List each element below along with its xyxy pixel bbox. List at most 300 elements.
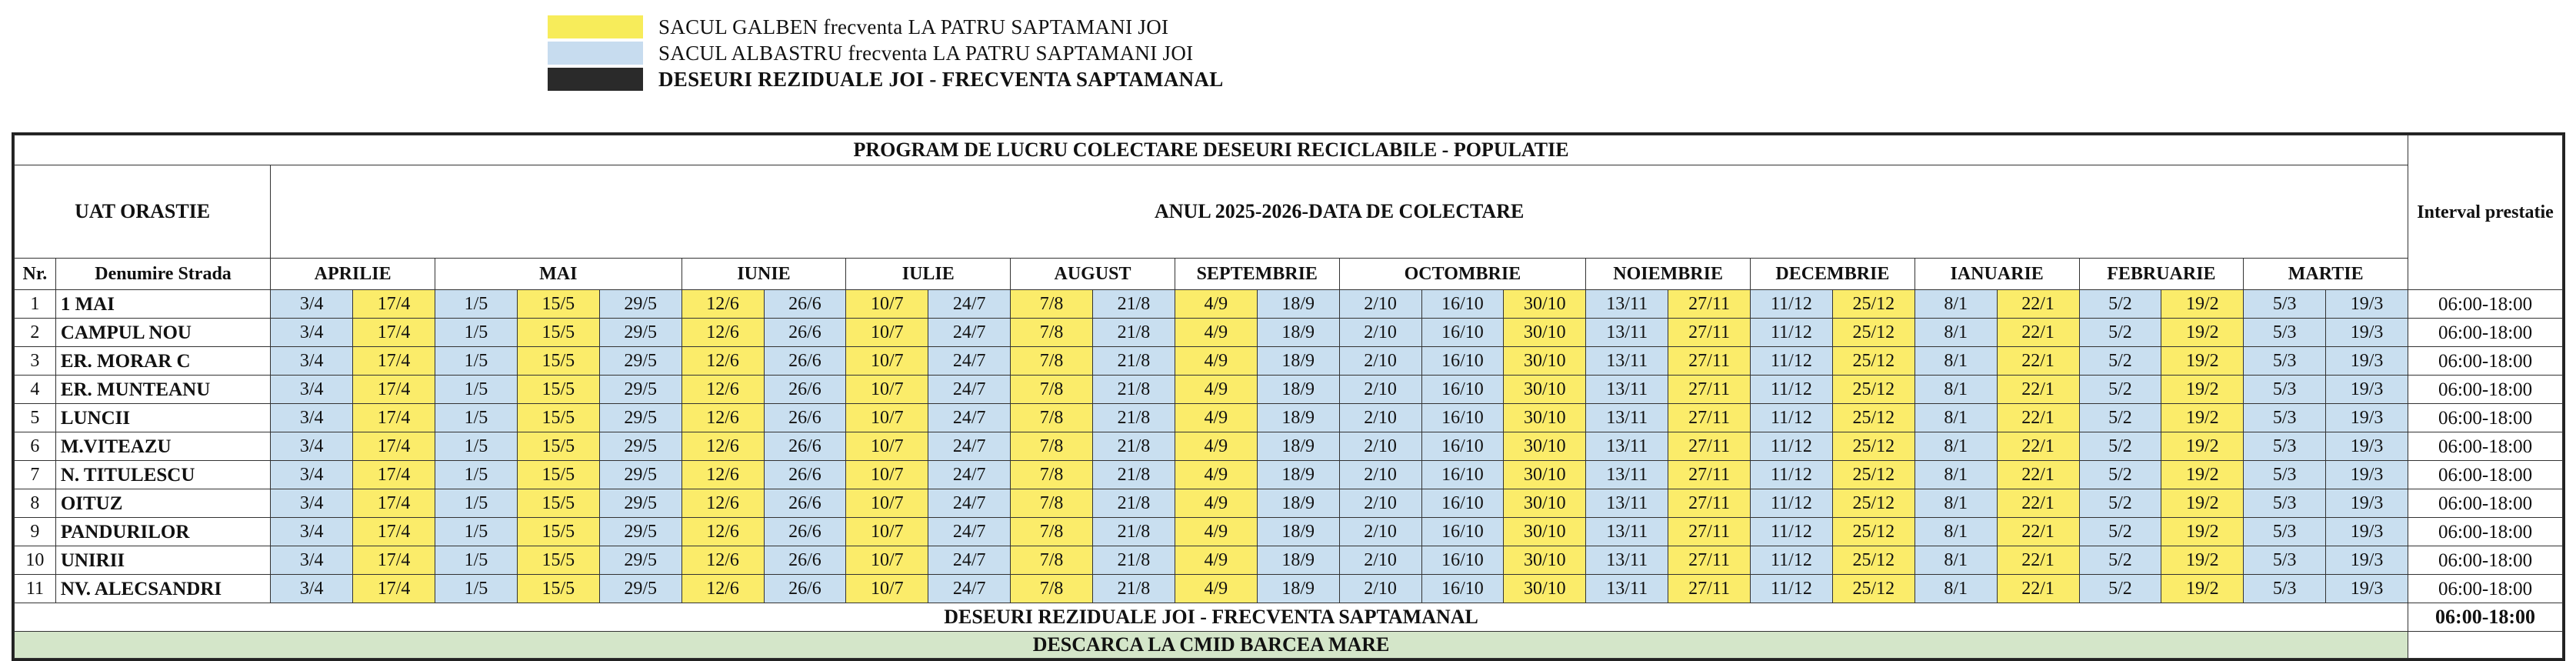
date-cell: 4/9	[1175, 432, 1257, 461]
row-interval: 06:00-18:00	[2408, 347, 2563, 376]
date-cell: 13/11	[1586, 518, 1668, 546]
nr-header: Nr.	[15, 259, 56, 290]
row-interval: 06:00-18:00	[2408, 319, 2563, 347]
date-cell: 26/6	[764, 489, 846, 518]
table-row	[15, 575, 2563, 603]
month-header: NOIEMBRIE	[1586, 259, 1751, 290]
date-cell: 27/11	[1668, 575, 1751, 603]
date-cell: 8/1	[1915, 546, 1997, 575]
date-cell: 3/4	[271, 404, 353, 432]
date-cell: 30/10	[1504, 404, 1586, 432]
date-cell: 18/9	[1257, 575, 1339, 603]
date-cell: 5/3	[2244, 376, 2326, 404]
row-interval: 06:00-18:00	[2408, 376, 2563, 404]
date-cell: 1/5	[435, 376, 518, 404]
date-cell: 30/10	[1504, 546, 1586, 575]
date-cell: 25/12	[1832, 347, 1915, 376]
date-cell: 11/12	[1751, 376, 1833, 404]
table-row	[15, 347, 2563, 376]
date-cell: 19/3	[2326, 376, 2408, 404]
date-cell: 19/3	[2326, 518, 2408, 546]
month-header: SEPTEMBRIE	[1175, 259, 1339, 290]
row-street: NV. ALECSANDRI	[55, 575, 270, 603]
date-cell: 30/10	[1504, 518, 1586, 546]
date-cell: 18/9	[1257, 489, 1339, 518]
date-cell: 12/6	[681, 376, 764, 404]
date-cell: 30/10	[1504, 376, 1586, 404]
date-cell: 29/5	[599, 575, 681, 603]
discharge-empty	[2408, 632, 2563, 659]
date-cell: 12/6	[681, 461, 764, 489]
date-cell: 18/9	[1257, 319, 1339, 347]
table-row	[15, 376, 2563, 404]
legend-label-black: DESEURI REZIDUALE JOI - FRECVENTA SAPTAMANAL	[658, 67, 1224, 91]
date-cell: 19/3	[2326, 319, 2408, 347]
date-cell: 10/7	[846, 575, 928, 603]
date-cell: 7/8	[1011, 575, 1093, 603]
legend-row-blue	[548, 40, 1224, 66]
row-nr: 1	[15, 290, 56, 319]
date-cell: 8/1	[1915, 347, 1997, 376]
row-interval: 06:00-18:00	[2408, 404, 2563, 432]
row-nr: 10	[15, 546, 56, 575]
date-cell: 22/1	[1997, 461, 2079, 489]
date-cell: 5/2	[2079, 575, 2161, 603]
date-cell: 16/10	[1421, 404, 1504, 432]
date-cell: 8/1	[1915, 290, 1997, 319]
date-cell: 1/5	[435, 432, 518, 461]
row-nr: 4	[15, 376, 56, 404]
date-cell: 13/11	[1586, 461, 1668, 489]
date-cell: 15/5	[517, 376, 599, 404]
date-cell: 18/9	[1257, 347, 1339, 376]
residual-row	[15, 603, 2563, 632]
date-cell: 27/11	[1668, 518, 1751, 546]
date-cell: 22/1	[1997, 518, 2079, 546]
date-cell: 5/3	[2244, 290, 2326, 319]
date-cell: 10/7	[846, 376, 928, 404]
date-cell: 2/10	[1339, 376, 1421, 404]
date-cell: 10/7	[846, 461, 928, 489]
date-cell: 29/5	[599, 404, 681, 432]
legend-label-blue: SACUL ALBASTRU frecventa LA PATRU SAPTAMANI JOI	[658, 41, 1194, 65]
date-cell: 11/12	[1751, 347, 1833, 376]
date-cell: 21/8	[1093, 461, 1175, 489]
legend-row-yellow	[548, 14, 1224, 40]
row-nr: 5	[15, 404, 56, 432]
date-cell: 12/6	[681, 404, 764, 432]
date-cell: 30/10	[1504, 461, 1586, 489]
date-cell: 21/8	[1093, 575, 1175, 603]
date-cell: 16/10	[1421, 546, 1504, 575]
date-cell: 16/10	[1421, 432, 1504, 461]
row-interval: 06:00-18:00	[2408, 575, 2563, 603]
date-cell: 4/9	[1175, 575, 1257, 603]
interval-header: Interval prestatie	[2408, 135, 2563, 290]
date-cell: 27/11	[1668, 290, 1751, 319]
date-cell: 19/2	[2161, 404, 2244, 432]
date-cell: 24/7	[928, 575, 1011, 603]
date-cell: 16/10	[1421, 319, 1504, 347]
month-header: OCTOMBRIE	[1339, 259, 1586, 290]
month-header: IANUARIE	[1915, 259, 2079, 290]
year-header: ANUL 2025-2026-DATA DE COLECTARE	[271, 165, 2408, 259]
date-cell: 12/6	[681, 432, 764, 461]
legend-row-black	[548, 66, 1224, 92]
date-cell: 10/7	[846, 432, 928, 461]
yellow-swatch	[548, 15, 643, 38]
date-cell: 22/1	[1997, 432, 2079, 461]
date-cell: 17/4	[353, 290, 435, 319]
date-cell: 24/7	[928, 347, 1011, 376]
date-cell: 12/6	[681, 319, 764, 347]
date-cell: 25/12	[1832, 404, 1915, 432]
date-cell: 18/9	[1257, 461, 1339, 489]
row-nr: 9	[15, 518, 56, 546]
date-cell: 30/10	[1504, 432, 1586, 461]
date-cell: 18/9	[1257, 376, 1339, 404]
date-cell: 24/7	[928, 489, 1011, 518]
date-cell: 18/9	[1257, 404, 1339, 432]
month-header: AUGUST	[1011, 259, 1175, 290]
date-cell: 5/2	[2079, 461, 2161, 489]
date-cell: 27/11	[1668, 347, 1751, 376]
date-cell: 2/10	[1339, 432, 1421, 461]
date-cell: 5/3	[2244, 432, 2326, 461]
date-cell: 22/1	[1997, 575, 2079, 603]
date-cell: 19/3	[2326, 404, 2408, 432]
date-cell: 12/6	[681, 546, 764, 575]
date-cell: 4/9	[1175, 461, 1257, 489]
date-cell: 5/3	[2244, 319, 2326, 347]
date-cell: 2/10	[1339, 347, 1421, 376]
date-cell: 11/12	[1751, 319, 1833, 347]
date-cell: 8/1	[1915, 518, 1997, 546]
date-cell: 15/5	[517, 432, 599, 461]
date-cell: 4/9	[1175, 290, 1257, 319]
date-cell: 12/6	[681, 489, 764, 518]
date-cell: 27/11	[1668, 319, 1751, 347]
date-cell: 5/2	[2079, 432, 2161, 461]
date-cell: 2/10	[1339, 319, 1421, 347]
date-cell: 16/10	[1421, 575, 1504, 603]
date-cell: 19/2	[2161, 290, 2244, 319]
date-cell: 15/5	[517, 518, 599, 546]
date-cell: 18/9	[1257, 290, 1339, 319]
date-cell: 7/8	[1011, 290, 1093, 319]
date-cell: 11/12	[1751, 290, 1833, 319]
date-cell: 21/8	[1093, 546, 1175, 575]
date-cell: 15/5	[517, 347, 599, 376]
row-street: PANDURILOR	[55, 518, 270, 546]
date-cell: 8/1	[1915, 461, 1997, 489]
month-header: IULIE	[846, 259, 1011, 290]
date-cell: 19/3	[2326, 432, 2408, 461]
row-nr: 8	[15, 489, 56, 518]
date-cell: 15/5	[517, 290, 599, 319]
date-cell: 19/2	[2161, 432, 2244, 461]
table-row	[15, 319, 2563, 347]
date-cell: 17/4	[353, 546, 435, 575]
date-cell: 25/12	[1832, 489, 1915, 518]
date-cell: 11/12	[1751, 404, 1833, 432]
row-street: M.VITEAZU	[55, 432, 270, 461]
table-row	[15, 432, 2563, 461]
date-cell: 17/4	[353, 319, 435, 347]
date-cell: 12/6	[681, 290, 764, 319]
date-cell: 19/2	[2161, 518, 2244, 546]
date-cell: 21/8	[1093, 290, 1175, 319]
date-cell: 29/5	[599, 376, 681, 404]
row-nr: 3	[15, 347, 56, 376]
date-cell: 19/3	[2326, 575, 2408, 603]
date-cell: 12/6	[681, 347, 764, 376]
row-nr: 2	[15, 319, 56, 347]
date-cell: 13/11	[1586, 432, 1668, 461]
date-cell: 16/10	[1421, 518, 1504, 546]
uat-label: UAT ORASTIE	[15, 165, 271, 259]
date-cell: 10/7	[846, 546, 928, 575]
date-cell: 15/5	[517, 546, 599, 575]
date-cell: 2/10	[1339, 518, 1421, 546]
date-cell: 8/1	[1915, 489, 1997, 518]
date-cell: 4/9	[1175, 347, 1257, 376]
date-cell: 24/7	[928, 290, 1011, 319]
date-cell: 11/12	[1751, 461, 1833, 489]
date-cell: 21/8	[1093, 376, 1175, 404]
table-row	[15, 489, 2563, 518]
table-row	[15, 290, 2563, 319]
date-cell: 10/7	[846, 347, 928, 376]
month-header: MAI	[435, 259, 682, 290]
date-cell: 21/8	[1093, 319, 1175, 347]
date-cell: 21/8	[1093, 518, 1175, 546]
schedule-table	[14, 135, 2563, 659]
date-cell: 5/3	[2244, 404, 2326, 432]
legend	[548, 14, 1224, 92]
date-cell: 30/10	[1504, 347, 1586, 376]
date-cell: 19/2	[2161, 461, 2244, 489]
date-cell: 17/4	[353, 376, 435, 404]
date-cell: 25/12	[1832, 575, 1915, 603]
date-cell: 19/2	[2161, 546, 2244, 575]
date-cell: 17/4	[353, 347, 435, 376]
row-street: CAMPUL NOU	[55, 319, 270, 347]
date-cell: 18/9	[1257, 546, 1339, 575]
date-cell: 17/4	[353, 461, 435, 489]
date-cell: 26/6	[764, 319, 846, 347]
date-cell: 22/1	[1997, 347, 2079, 376]
date-cell: 5/3	[2244, 546, 2326, 575]
date-cell: 7/8	[1011, 404, 1093, 432]
date-cell: 4/9	[1175, 376, 1257, 404]
date-cell: 4/9	[1175, 546, 1257, 575]
date-cell: 22/1	[1997, 489, 2079, 518]
date-cell: 13/11	[1586, 376, 1668, 404]
table-title: PROGRAM DE LUCRU COLECTARE DESEURI RECICLABILE - POPULATIE	[15, 135, 2408, 165]
date-cell: 5/3	[2244, 347, 2326, 376]
date-cell: 10/7	[846, 290, 928, 319]
date-cell: 2/10	[1339, 575, 1421, 603]
date-cell: 3/4	[271, 376, 353, 404]
date-cell: 17/4	[353, 404, 435, 432]
black-swatch	[548, 68, 643, 91]
date-cell: 27/11	[1668, 546, 1751, 575]
date-cell: 18/9	[1257, 432, 1339, 461]
row-street: LUNCII	[55, 404, 270, 432]
date-cell: 27/11	[1668, 404, 1751, 432]
date-cell: 17/4	[353, 518, 435, 546]
date-cell: 11/12	[1751, 546, 1833, 575]
date-cell: 5/2	[2079, 546, 2161, 575]
date-cell: 30/10	[1504, 575, 1586, 603]
date-cell: 16/10	[1421, 290, 1504, 319]
row-interval: 06:00-18:00	[2408, 518, 2563, 546]
date-cell: 7/8	[1011, 376, 1093, 404]
date-cell: 11/12	[1751, 575, 1833, 603]
date-cell: 16/10	[1421, 347, 1504, 376]
date-cell: 13/11	[1586, 546, 1668, 575]
date-cell: 30/10	[1504, 319, 1586, 347]
date-cell: 15/5	[517, 575, 599, 603]
date-cell: 8/1	[1915, 432, 1997, 461]
month-header: FEBRUARIE	[2079, 259, 2244, 290]
date-cell: 5/3	[2244, 461, 2326, 489]
date-cell: 15/5	[517, 489, 599, 518]
date-cell: 26/6	[764, 376, 846, 404]
date-cell: 7/8	[1011, 347, 1093, 376]
date-cell: 5/2	[2079, 518, 2161, 546]
date-cell: 29/5	[599, 518, 681, 546]
date-cell: 10/7	[846, 518, 928, 546]
date-cell: 13/11	[1586, 489, 1668, 518]
date-cell: 29/5	[599, 461, 681, 489]
date-cell: 30/10	[1504, 489, 1586, 518]
date-cell: 22/1	[1997, 546, 2079, 575]
date-cell: 25/12	[1832, 290, 1915, 319]
date-cell: 7/8	[1011, 461, 1093, 489]
blue-swatch	[548, 42, 643, 65]
residual-interval: 06:00-18:00	[2408, 603, 2563, 632]
date-cell: 15/5	[517, 319, 599, 347]
title-row	[15, 135, 2563, 165]
date-cell: 4/9	[1175, 404, 1257, 432]
date-cell: 5/3	[2244, 575, 2326, 603]
date-cell: 24/7	[928, 432, 1011, 461]
date-cell: 26/6	[764, 461, 846, 489]
date-cell: 5/3	[2244, 518, 2326, 546]
date-cell: 16/10	[1421, 461, 1504, 489]
date-cell: 12/6	[681, 518, 764, 546]
date-cell: 8/1	[1915, 575, 1997, 603]
date-cell: 4/9	[1175, 319, 1257, 347]
date-cell: 5/2	[2079, 319, 2161, 347]
date-cell: 2/10	[1339, 404, 1421, 432]
date-cell: 19/3	[2326, 347, 2408, 376]
date-cell: 27/11	[1668, 461, 1751, 489]
row-street: 1 MAI	[55, 290, 270, 319]
date-cell: 19/3	[2326, 489, 2408, 518]
month-header: DECEMBRIE	[1751, 259, 1915, 290]
date-cell: 4/9	[1175, 518, 1257, 546]
date-cell: 29/5	[599, 319, 681, 347]
date-cell: 29/5	[599, 347, 681, 376]
date-cell: 7/8	[1011, 489, 1093, 518]
date-cell: 13/11	[1586, 290, 1668, 319]
date-cell: 26/6	[764, 518, 846, 546]
date-cell: 1/5	[435, 518, 518, 546]
date-cell: 26/6	[764, 347, 846, 376]
date-cell: 3/4	[271, 575, 353, 603]
date-cell: 19/2	[2161, 489, 2244, 518]
date-cell: 30/10	[1504, 290, 1586, 319]
date-cell: 26/6	[764, 546, 846, 575]
date-cell: 1/5	[435, 319, 518, 347]
date-cell: 19/2	[2161, 347, 2244, 376]
date-cell: 8/1	[1915, 319, 1997, 347]
date-cell: 17/4	[353, 575, 435, 603]
date-cell: 1/5	[435, 404, 518, 432]
date-cell: 27/11	[1668, 376, 1751, 404]
date-cell: 18/9	[1257, 518, 1339, 546]
legend-label-yellow: SACUL GALBEN frecventa LA PATRU SAPTAMANI JOI	[658, 15, 1169, 38]
date-cell: 25/12	[1832, 518, 1915, 546]
row-interval: 06:00-18:00	[2408, 489, 2563, 518]
date-cell: 7/8	[1011, 546, 1093, 575]
date-cell: 21/8	[1093, 432, 1175, 461]
date-cell: 5/2	[2079, 404, 2161, 432]
date-cell: 10/7	[846, 319, 928, 347]
date-cell: 13/11	[1586, 404, 1668, 432]
date-cell: 22/1	[1997, 319, 2079, 347]
date-cell: 21/8	[1093, 489, 1175, 518]
street-header: Denumire Strada	[55, 259, 270, 290]
date-cell: 13/11	[1586, 575, 1668, 603]
date-cell: 29/5	[599, 432, 681, 461]
date-cell: 5/2	[2079, 290, 2161, 319]
date-cell: 26/6	[764, 404, 846, 432]
uat-row	[15, 165, 2563, 259]
row-street: OITUZ	[55, 489, 270, 518]
date-cell: 10/7	[846, 404, 928, 432]
table-row	[15, 546, 2563, 575]
date-cell: 25/12	[1832, 376, 1915, 404]
date-cell: 15/5	[517, 404, 599, 432]
date-cell: 17/4	[353, 432, 435, 461]
date-cell: 3/4	[271, 432, 353, 461]
table-row	[15, 461, 2563, 489]
date-cell: 2/10	[1339, 489, 1421, 518]
date-cell: 22/1	[1997, 376, 2079, 404]
date-cell: 22/1	[1997, 404, 2079, 432]
date-cell: 19/3	[2326, 546, 2408, 575]
date-cell: 8/1	[1915, 376, 1997, 404]
date-cell: 27/11	[1668, 432, 1751, 461]
date-cell: 24/7	[928, 546, 1011, 575]
date-cell: 3/4	[271, 489, 353, 518]
row-interval: 06:00-18:00	[2408, 546, 2563, 575]
row-street: UNIRII	[55, 546, 270, 575]
row-nr: 11	[15, 575, 56, 603]
date-cell: 5/2	[2079, 347, 2161, 376]
date-cell: 24/7	[928, 319, 1011, 347]
row-street: N. TITULESCU	[55, 461, 270, 489]
date-cell: 1/5	[435, 461, 518, 489]
date-cell: 13/11	[1586, 347, 1668, 376]
date-cell: 19/2	[2161, 575, 2244, 603]
date-cell: 10/7	[846, 489, 928, 518]
date-cell: 3/4	[271, 319, 353, 347]
